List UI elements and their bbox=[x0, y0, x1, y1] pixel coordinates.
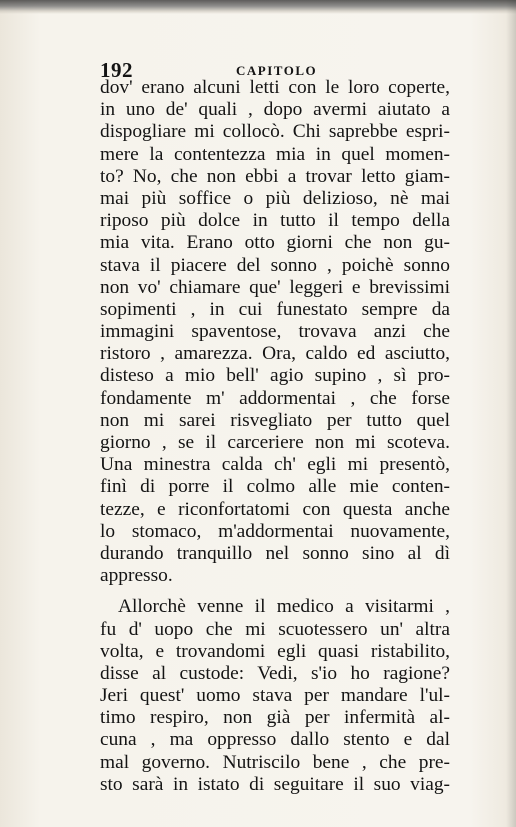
text-line: fu d' uopo che mi scuotessero un' altra bbox=[100, 618, 450, 640]
page-right-edge-shadow bbox=[506, 0, 516, 827]
text-line: non mi sarei risvegliato per tutto quel bbox=[100, 409, 450, 431]
text-line: durando tranquillo nel sonno sino al dì bbox=[100, 542, 450, 564]
text-line: in uno de' quali , dopo avermi aiutato a bbox=[100, 99, 450, 121]
text-line: to? No, che non ebbi a trovar letto giam- bbox=[100, 165, 450, 187]
text-line: dov' erano alcuni letti con le loro coperte, bbox=[100, 77, 450, 98]
text-line: non vo' chiamare que' leggeri e brevissimi bbox=[100, 276, 450, 298]
text-line: dispogliare mi collocò. Chi saprebbe espri- bbox=[100, 121, 450, 143]
text-line: finì di porre il colmo alle mie conten- bbox=[100, 476, 450, 498]
text-line: sto sarà in istato di seguitare il suo viag- bbox=[100, 773, 450, 795]
text-line: ristoro , amarezza. Ora, caldo ed asciutto, bbox=[100, 343, 450, 365]
paragraph-1 bbox=[100, 77, 450, 587]
chapter-title: CAPITOLO bbox=[236, 63, 318, 78]
paragraph-gap bbox=[100, 587, 450, 596]
text-line: mia vita. Erano otto giorni che non gu- bbox=[100, 232, 450, 254]
text-line: disteso a mio bell' agio supino , sì pro- bbox=[100, 365, 450, 387]
page-top-edge-shadow bbox=[0, 0, 516, 14]
paragraph-2 bbox=[100, 596, 450, 796]
text-line: immagini spaventose, trovava anzi che bbox=[100, 321, 450, 343]
text-line: tezze, e riconfortatomi con questa anche bbox=[100, 498, 450, 520]
text-line: Allorchè venne il medico a visitarmi , bbox=[118, 596, 450, 618]
text-line: timo respiro, non già per infermità al- bbox=[100, 707, 450, 729]
page-number: 192 bbox=[100, 58, 133, 82]
text-line: fondamente m' addormentai , che forse bbox=[100, 387, 450, 409]
text-line: riposo più dolce in tutto il tempo della bbox=[100, 210, 450, 232]
text-line: volta, e trovandomi egli quasi ristabilito, bbox=[100, 640, 450, 662]
text-line: mal governo. Nutriscilo bene , che pre- bbox=[100, 751, 450, 773]
text-line: lo stomaco, m'addormentai nuovamente, bbox=[100, 520, 450, 542]
text-line: stava il piacere del sonno , poichè sonno bbox=[100, 254, 450, 276]
text-line: appresso. bbox=[100, 565, 173, 587]
body-text bbox=[100, 77, 450, 796]
text-line: mere la contentezza mia in quel momen- bbox=[100, 143, 450, 165]
text-line: mai più soffice o più delizioso, nè mai bbox=[100, 187, 450, 209]
text-line: disse al custode: Vedi, s'io ho ragione? bbox=[100, 662, 450, 684]
text-line: cuna , ma oppresso dallo stento e dal bbox=[100, 729, 450, 751]
text-line: giorno , se il carceriere non mi scoteva. bbox=[100, 432, 450, 453]
text-line: Jeri quest' uomo stava per mandare l'ul- bbox=[100, 685, 450, 707]
text-line: Una minestra calda ch' egli mi presentò, bbox=[100, 454, 450, 476]
text-line: sopimenti , in cui funestato sempre da bbox=[100, 298, 450, 320]
